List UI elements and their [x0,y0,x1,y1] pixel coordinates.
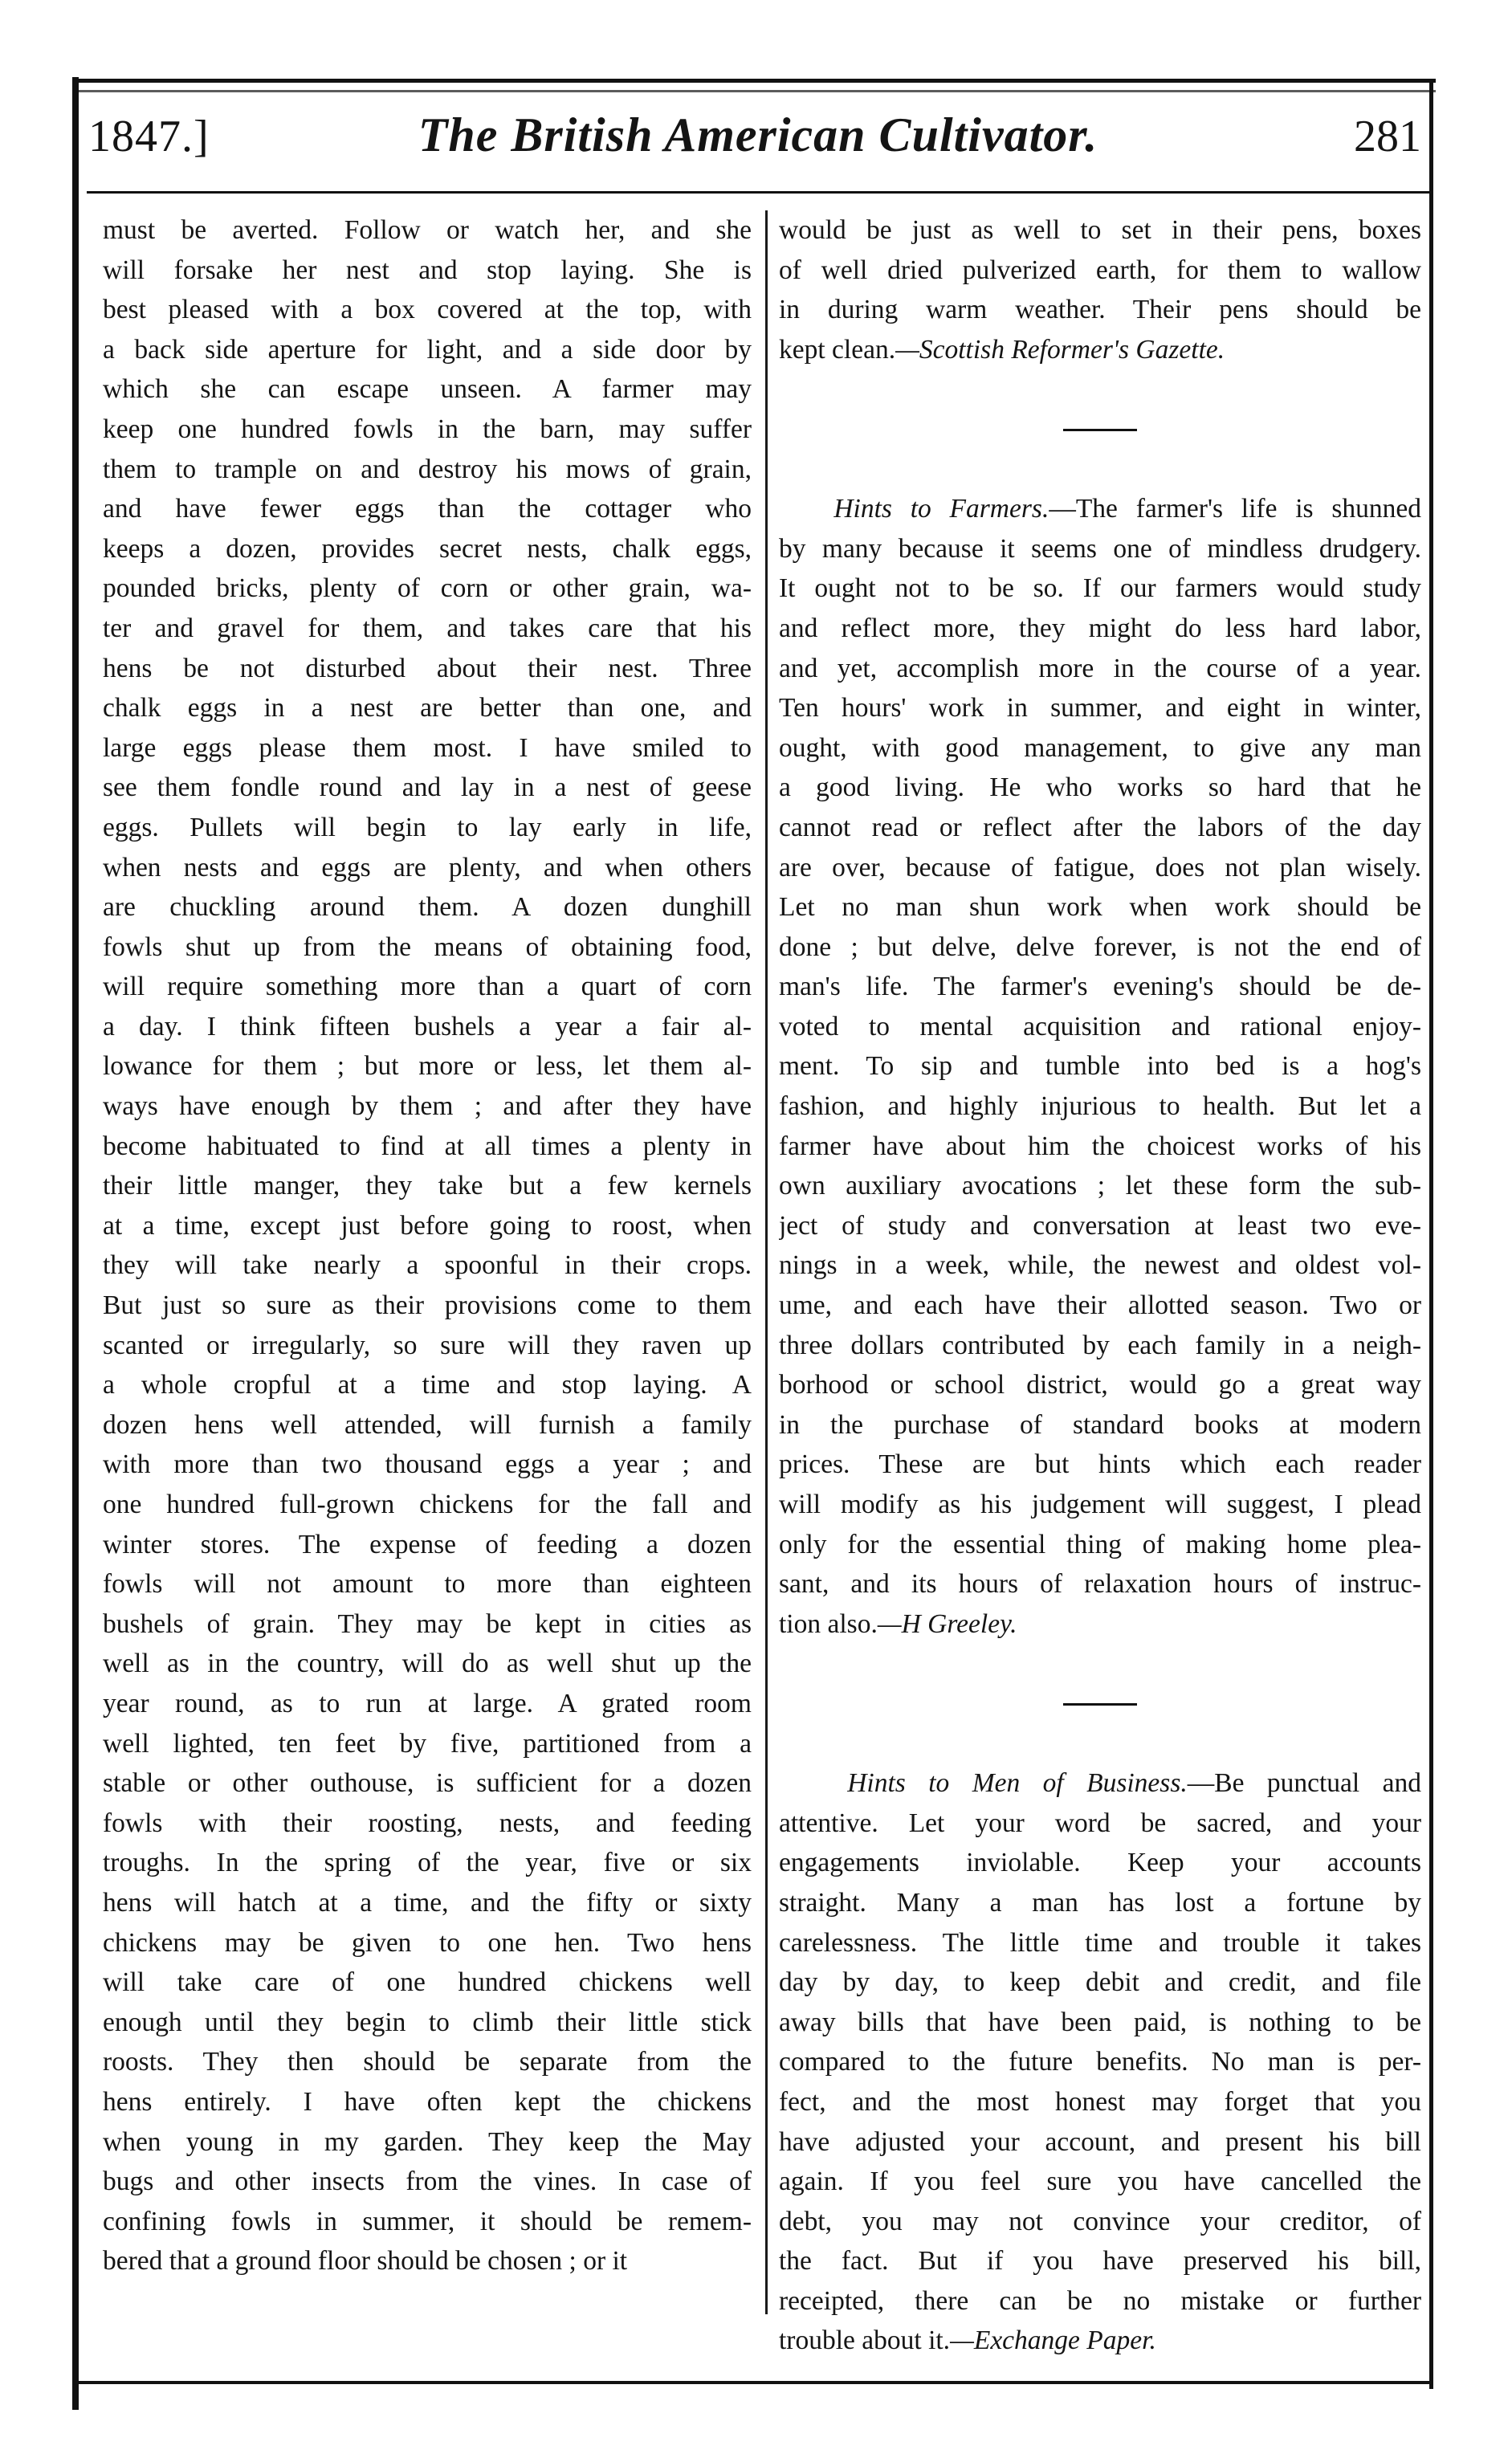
text-line: ways have enough by them ; and after they have [103,1091,752,1122]
text-line: confining fowls in summer, it should be remem- [103,2206,752,2236]
text-line: borhood or school district, would go a great way [779,1370,1421,1400]
text-line: lowance for them ; but more or less, let them al- [103,1051,752,1082]
poultry-source: —Scottish Reformer's Gazette. [895,334,1225,365]
text-line: winter stores. The expense of feeding a dozen [103,1529,752,1559]
text-line: eggs. Pullets will begin to lay early in life, [103,812,752,842]
text-line: prices. These are but hints which each reader [779,1449,1421,1480]
text-line: and have fewer eggs than the cottager who [103,494,752,524]
text-line: them to trample on and destroy his mows of grain, [103,454,752,484]
text-line: will forsake her nest and stop laying. She is [103,255,752,285]
text-line: chickens may be given to one hen. Two hens [103,1927,752,1958]
text-line: fashion, and highly injurious to health. But let a [779,1091,1421,1122]
text-line: receipted, there can be no mistake or further [779,2285,1421,2316]
text-line: one hundred full-grown chickens for the fall and [103,1490,752,1519]
text-line: fowls will not amount to more than eighteen [103,1569,752,1600]
right-column [779,210,1421,2361]
page-border-right [1429,80,1433,2389]
poultry-article-ending [779,210,1421,330]
text-line: compared to the future benefits. No man is per- [779,2047,1421,2077]
text-line: attentive. Let your word be sacred, and your [779,1808,1421,1838]
text-line: fect, and the most honest may forget that you [779,2086,1421,2117]
text-line: engagements inviolable. Keep your accounts [779,1848,1421,1878]
text-line: when nests and eggs are plenty, and when others [103,852,752,883]
text-line: will modify as his judgement will suggest, I plead [779,1490,1421,1519]
text-line: hens entirely. I have often kept the chickens [103,2086,752,2117]
business-article-body [779,1804,1421,2322]
text-line: day by day, to keep debit and credit, and file [779,1967,1421,1998]
text-line: bushels of grain. They may be kept in cities as [103,1608,752,1639]
text-line: in the purchase of standard books at modern [779,1409,1421,1440]
text-line: ume, and each have their allotted season. Two or [779,1290,1421,1321]
text-line: dozen hens well attended, will furnish a family [103,1409,752,1440]
text-line: large eggs please them most. I have smiled to [103,732,752,763]
farmers-heading-line: Hints to Farmers.—The farmer's life is shunned [833,494,1421,524]
text-line: bered that a ground floor should be chosen ; or it [103,2246,628,2277]
article-separator [779,410,1421,450]
text-line: the fact. But if you have preserved his bill, [779,2246,1421,2277]
text-line: nings in a week, while, the newest and oldest vol- [779,1250,1421,1281]
text-line: well as in the country, will do as well shut up the [103,1649,752,1679]
publication-title: The British American Cultivator. [418,108,1098,161]
text-line: best pleased with a box covered at the top, with [103,295,752,325]
text-line: which she can escape unseen. A farmer may [103,374,752,405]
farmers-source: —H Greeley. [877,1608,1017,1639]
business-source: —Exchange Paper. [950,2326,1156,2356]
text-line: farmer have about him the choicest works of his [779,1131,1421,1161]
text-line: own auxiliary avocations ; let these form the sub- [779,1171,1421,1201]
text-line: ject of study and conversation at least two eve- [779,1210,1421,1241]
text-line: a day. I think fifteen bushels a year a fair al- [103,1011,752,1042]
text-line: and yet, accomplish more in the course of a year. [779,653,1421,683]
text-line: a back side aperture for light, and a side door by [103,334,752,365]
farmers-article-body [779,529,1421,1604]
text-line: hens be not disturbed about their nest. Three [103,653,752,683]
text-line: bugs and other insects from the vines. In case of [103,2167,752,2197]
farmers-last-line: tion also.—H Greeley. [779,1608,1017,1639]
text-line: It ought not to be so. If our farmers would study [779,573,1421,604]
text-line: man's life. The farmer's evening's should be de- [779,972,1421,1002]
text-line: three dollars contributed by each family in a neigh- [779,1330,1421,1360]
page-border-left [72,77,79,2410]
text-line: a good living. He who works so hard that he [779,772,1421,803]
text-line: Ten hours' work in summer, and eight in winter, [779,693,1421,724]
text-line: when young in my garden. They keep the May [103,2126,752,2157]
farmers-article-title: Hints to Farmers. [833,494,1049,524]
text-line: straight. Many a man has lost a fortune by [779,1887,1421,1918]
text-line: would be just as well to set in their pens, boxes [779,215,1421,245]
text-line: must be averted. Follow or watch her, and she [103,215,752,245]
page-border-bottom [79,2381,1433,2384]
text-line: of well dried pulverized earth, for them to wallow [779,255,1421,285]
text-line: ter and gravel for them, and takes care that his [103,613,752,643]
text-line: become habituated to find at all times a plenty in [103,1131,752,1161]
column-divider [765,210,768,2314]
text-line: well lighted, ten feet by five, partitioned from a [103,1728,752,1759]
text-line: a whole cropful at a time and stop laying. A [103,1370,752,1400]
text-line: Let no man shun work when work should be [779,892,1421,923]
text-line: away bills that have been paid, is nothing to be [779,2007,1421,2037]
text-line: their little manger, they take but a few kernels [103,1171,752,1201]
text-line: roosts. They then should be separate from the [103,2047,752,2077]
text-line: in during warm weather. Their pens should be [779,295,1421,325]
business-heading-line: Hints to Men of Business.—Be punctual and [847,1768,1421,1799]
text-line: cannot read or reflect after the labors of the day [779,812,1421,842]
text-line: by many because it seems one of mindless drudgery. [779,533,1421,564]
poultry-last-line: kept clean.—Scottish Reformer's Gazette. [779,334,1225,365]
text-line: pounded bricks, plenty of corn or other grain, wa- [103,573,752,604]
text-line: keeps a dozen, provides secret nests, chalk eggs, [103,533,752,564]
text-line: year round, as to run at large. A grated room [103,1688,752,1718]
text-line: with more than two thousand eggs a year ; and [103,1449,752,1480]
page-number: 281 [1354,112,1421,161]
text-line: again. If you feel sure you have cancelled the [779,2167,1421,2197]
text-line: stable or other outhouse, is sufficient for a dozen [103,1768,752,1799]
text-line: have adjusted your account, and present his bill [779,2126,1421,2157]
text-line: fowls shut up from the means of obtaining food, [103,931,752,962]
page-border-top-inner [79,90,1436,92]
text-line: will take care of one hundred chickens well [103,1967,752,1998]
text-line: carelessness. The little time and trouble it takes [779,1927,1421,1958]
header-year: 1847.] [88,112,210,161]
text-line: will require something more than a quart of corn [103,972,752,1002]
text-line: at a time, except just before going to roost, when [103,1210,752,1241]
text-line: are over, because of fatigue, does not plan wisely. [779,852,1421,883]
text-line: are chuckling around them. A dozen dunghill [103,892,752,923]
text-line: see them fondle round and lay in a nest of geese [103,772,752,803]
text-line: and reflect more, they might do less hard labor, [779,613,1421,643]
business-article-title: Hints to Men of Business. [847,1768,1188,1799]
text-line: chalk eggs in a nest are better than one, and [103,693,752,724]
text-line: keep one hundred fowls in the barn, may suffer [103,414,752,444]
page-border-top [79,79,1436,83]
text-line: debt, you may not convince your creditor, of [779,2206,1421,2236]
text-line: voted to mental acquisition and rational enjoy- [779,1011,1421,1042]
text-line: they will take nearly a spoonful in their crops. [103,1250,752,1281]
text-line: But just so sure as their provisions come to them [103,1290,752,1321]
text-line: only for the essential thing of making home plea- [779,1529,1421,1559]
text-line: ought, with good management, to give any man [779,732,1421,763]
text-line: enough until they begin to climb their little stick [103,2007,752,2037]
running-header [88,96,1428,185]
text-line: done ; but delve, delve forever, is not the end of [779,931,1421,962]
text-line: troughs. In the spring of the year, five or six [103,1848,752,1878]
text-line: scanted or irregularly, so sure will they raven up [103,1330,752,1360]
left-column [103,210,752,2281]
text-line: hens will hatch at a time, and the fifty or sixty [103,1887,752,1918]
article-separator [779,1684,1421,1724]
header-rule [87,191,1429,194]
text-line: sant, and its hours of relaxation hours of instruc- [779,1569,1421,1600]
business-last-line: trouble about it.—Exchange Paper. [779,2326,1156,2356]
text-line: fowls with their roosting, nests, and feeding [103,1808,752,1838]
text-line: ment. To sip and tumble into bed is a hog's [779,1051,1421,1082]
